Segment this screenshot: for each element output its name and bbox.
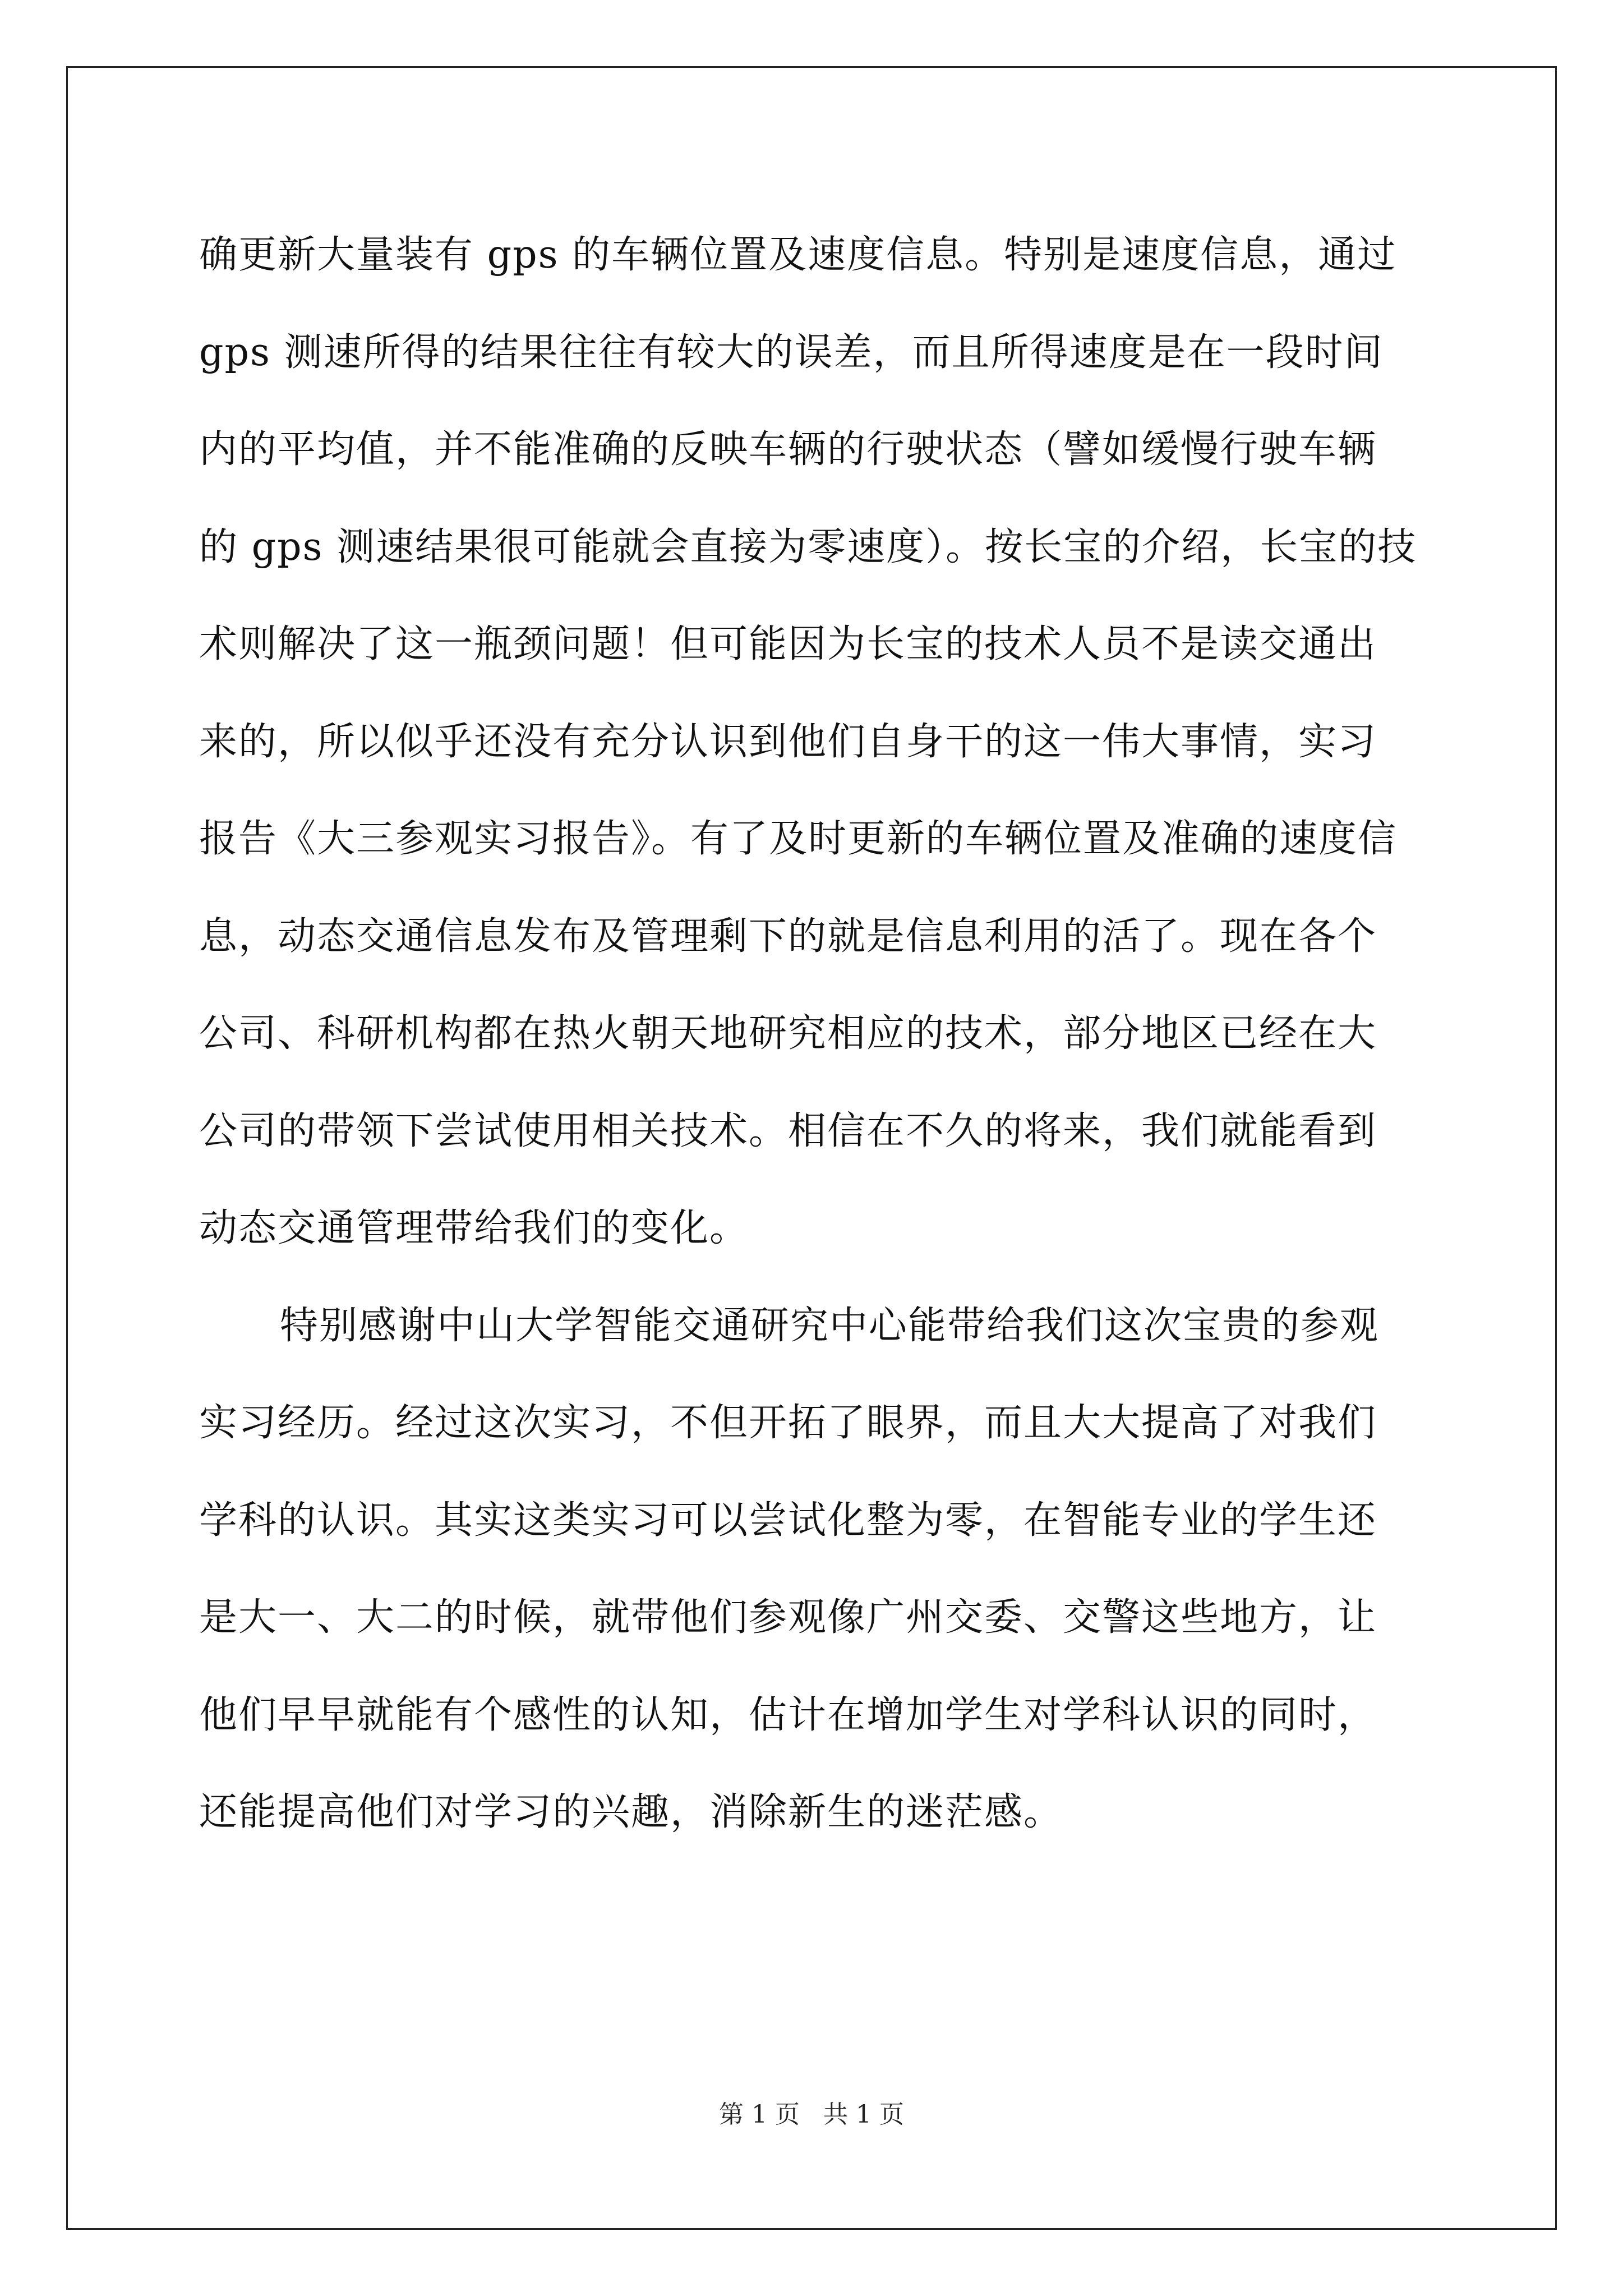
paragraph-line: 公司、科研机构都在热火朝天地研究相应的技术，部分地区已经在大 [199, 1011, 1377, 1056]
paragraph-line: 公司的带领下尝试使用相关技术。相信在不久的将来，我们就能看到 [199, 1108, 1377, 1153]
paragraph-line: 内的平均值，并不能准确的反映车辆的行驶状态（譬如缓慢行驶车辆 [199, 427, 1377, 472]
document-body [199, 206, 1422, 1861]
paragraph-line: 术则解决了这一瓶颈问题！但可能因为长宝的技术人员不是读交通出 [199, 622, 1377, 666]
paragraph-line: 实习经历。经过这次实习，不但开拓了眼界，而且大大提高了对我们 [199, 1401, 1377, 1445]
page-number-footer: 第 1 页 共 1 页 [719, 2100, 904, 2129]
paragraph-line: 他们早早就能有个感性的认知，估计在增加学生对学科认识的同时， [199, 1692, 1377, 1737]
paragraph-line: 确更新大量装有 gps 的车辆位置及速度信息。特别是速度信息，通过 [199, 233, 1397, 277]
paragraph-2 [199, 1277, 1422, 1861]
paragraph-1 [199, 206, 1422, 1277]
paragraph-line: gps 测速所得的结果往往有较大的误差，而且所得速度是在一段时间 [199, 330, 1384, 375]
paragraph-line: 学科的认识。其实这类实习可以尝试化整为零，在智能专业的学生还 [199, 1498, 1377, 1543]
paragraph-line: 动态交通管理带给我们的变化。 [199, 1206, 749, 1250]
paragraph-line: 息，动态交通信息发布及管理剩下的就是信息利用的活了。现在各个 [199, 914, 1377, 959]
paragraph-line: 还能提高他们对学习的兴趣，消除新生的迷茫感。 [199, 1790, 1063, 1834]
paragraph-line: 是大一、大二的时候，就带他们参观像广州交委、交警这些地方，让 [199, 1595, 1377, 1640]
paragraph-line: 报告《大三参观实习报告》。有了及时更新的车辆位置及准确的速度信 [199, 817, 1398, 861]
paragraph-line: 来的，所以似乎还没有充分认识到他们自身干的这一伟大事情，实习 [199, 719, 1377, 764]
paragraph-line: 特别感谢中山大学智能交通研究中心能带给我们这次宝贵的参观 [280, 1303, 1380, 1348]
paragraph-line: 的 gps 测速结果很可能就会直接为零速度）。按长宝的介绍，长宝的技 [199, 524, 1417, 569]
